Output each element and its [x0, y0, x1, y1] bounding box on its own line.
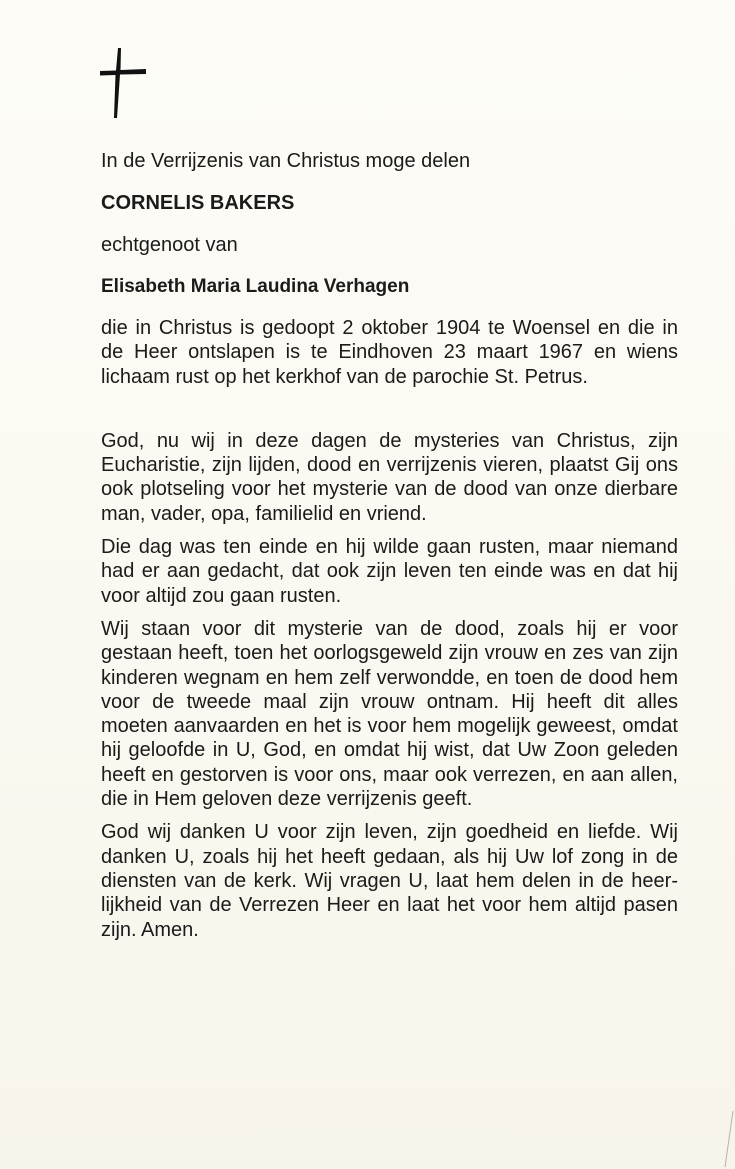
deceased-name: CORNELIS BAKERS [101, 192, 295, 214]
spouse-label: echtgenoot van [101, 234, 238, 256]
paragraph-prayer-1: God, nu wij in deze dagen de mysteries van Christus, zijn Eucharistie, zijn lijden, dood en verrijzenis vieren, plaatst Gij ons ook plotseling voor het mysterie van de dood van onze dierbare man, vader, opa, familielid en vriend. [101, 429, 678, 525]
spouse-name: Elisabeth Maria Laudina Verhagen [101, 276, 410, 297]
paragraph-biography: die in Christus is gedoopt 2 oktober 1904 te Woensel en die in de Heer ontslapen is te Eindhoven 23 maart 1967 en wiens lichaam rust op het kerkhof van de parochie St. Petrus. [101, 317, 678, 388]
card-edge-mark [695, 1109, 735, 1169]
paragraph-prayer-4: God wij danken U voor zijn leven, zijn goedheid en liefde. Wij danken U, zoals hij het heeft gedaan, als hij Uw lof zong in de diensten van de kerk. Wij vragen U, laat hem delen in de heerlijkheid van de Verrezen Heer en laat het voor hem altijd pasen zijn. Amen. [101, 821, 678, 941]
cross-icon [98, 46, 148, 120]
paragraph-prayer-2: Die dag was ten einde en hij wilde gaan rusten, maar niemand had er aan gedacht, dat ook zijn leven ten einde was en dat hij voor altijd zou gaan rusten. [101, 536, 678, 607]
intro-line: In de Verrijzenis van Christus moge delen [101, 150, 471, 172]
card-text [101, 146, 678, 942]
paragraph-prayer-3: Wij staan voor dit mysterie van de dood, zoals hij er voor gestaan heeft, toen het oorlogsgeweld zijn vrouw en zes van zijn kinderen wegnam en hem zelf verwondde, en toen de dood hem voor de tweede maal zijn vrouw ontnam. Hij heeft dit alles moeten aanvaarden en het is voor hem mogelijk geweest, omdat hij geloofde in U, God, en omdat hij wist, dat Uw Zoon geleden heeft en gestorven is voor ons, maar ook verrezen, en aan allen, die in Hem geloven deze verrijzenis geeft. [101, 617, 678, 811]
